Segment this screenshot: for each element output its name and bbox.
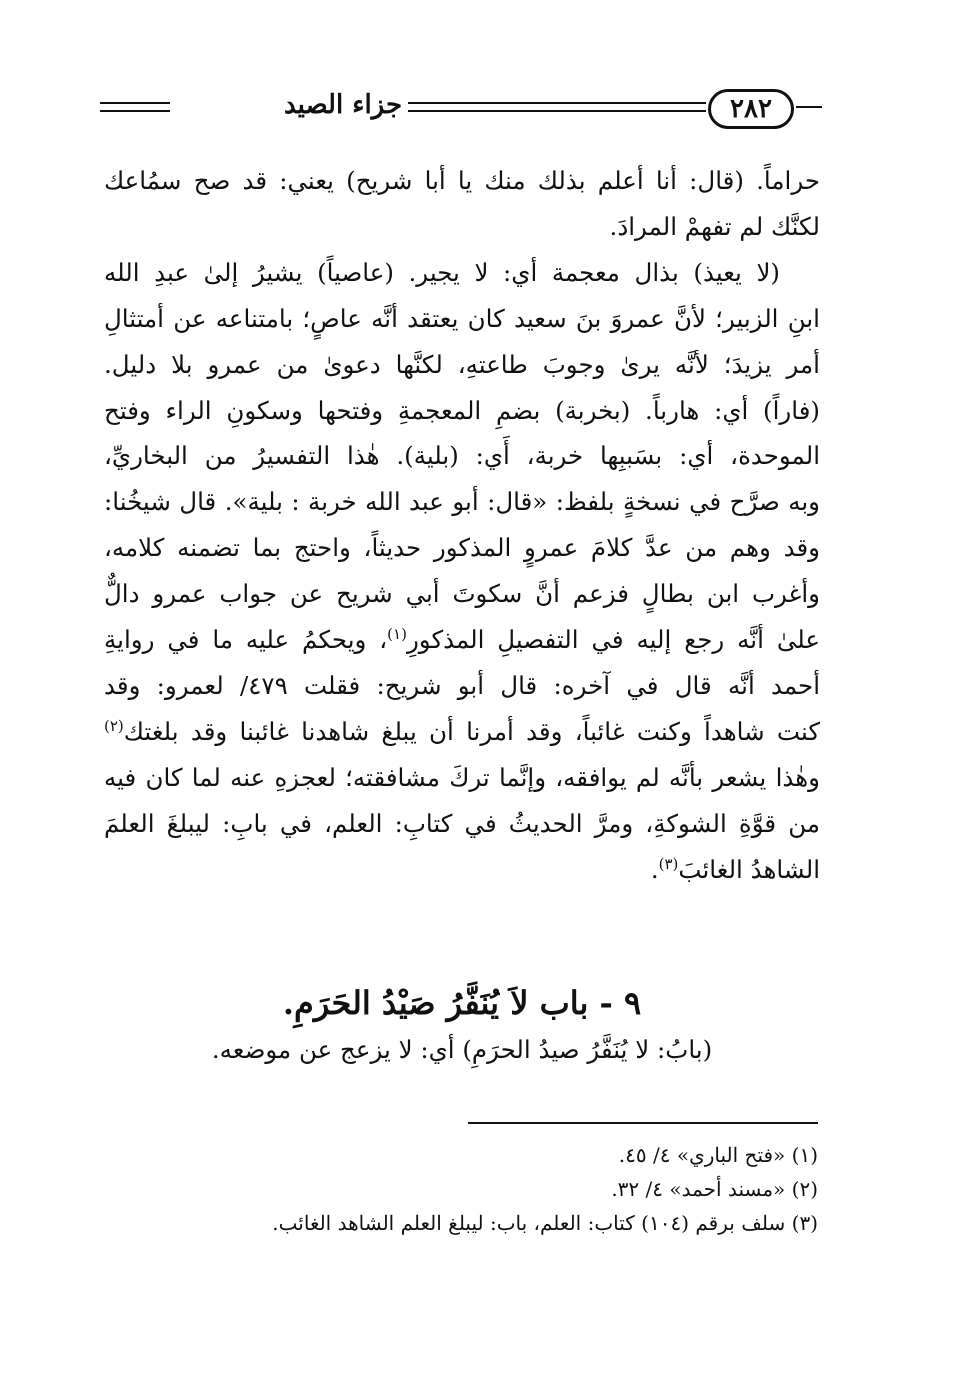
footnote-1: (١) «فتح الباري» ٤/ ٤٥. xyxy=(618,1143,818,1167)
footnote-separator xyxy=(468,1122,818,1124)
text-line-with-footnote xyxy=(104,617,820,663)
paragraph-2 xyxy=(104,250,820,893)
text-segment: علىٰ أنَّه رجع إليه في التفصيلِ المذكورِ xyxy=(406,625,820,655)
text-line: من قوَّةِ الشوكةِ، ومرَّ الحديثُ في كتابِ: العلم، في بابِ: ليبلغَ العلمَ xyxy=(104,808,820,838)
text-line: وهٰذا يشعر بأنَّه لم يوافقه، وإنَّما تركَ مشافقته؛ لعجزهِ عنه لما كان فيه xyxy=(104,762,820,792)
text-line: الموحدة، أي: بسَببِها خربة، أَي: (بلية). هٰذا التفسيرُ من البخاريِّ، xyxy=(104,441,820,471)
text-line: أمر يزيدَ؛ لأنَّه يرىٰ وجوبَ طاعتهِ، لكنَّها دعوىٰ من عمرو بلا دليل. xyxy=(104,349,820,379)
text-line: وقد وهم من عدَّ كلامَ عمروٍ المذكور حديثاً، واحتج بما تضمنه كلامه، xyxy=(104,533,820,563)
footnotes xyxy=(138,1138,818,1240)
text-segment: ، ويحكمُ عليه ما في روايةِ xyxy=(104,625,388,655)
text-line-with-footnote xyxy=(104,709,820,755)
section-heading: ٩ - باب لاَ يُنَفَّرُ صَيْدُ الحَرَمِ. xyxy=(282,984,642,1022)
running-title: جزاء الصيد xyxy=(278,90,408,120)
text-line-with-footnote xyxy=(104,847,820,893)
text-line: أحمد أنَّه قال في آخره: قال أبو شريح: فقلت ٤٧٩/ لعمرو: وقد xyxy=(104,670,820,700)
footnote-mark-1: (١) xyxy=(387,624,407,643)
text-line: (لا يعيذ) بذال معجمة أي: لا يجير. (عاصياً) يشيرُ إلىٰ عبدِ الله xyxy=(104,257,780,287)
footnote-3: (٣) سلف برقم (١٠٤) كتاب: العلم، باب: ليبلغ العلم الشاهد الغائب. xyxy=(272,1211,818,1235)
text-line: ابنِ الزبير؛ لأنَّ عمروَ بنَ سعيد كان يعتقد أنَّه عاصٍ؛ بامتناعه عن أمتثالِ xyxy=(104,303,820,333)
body-text xyxy=(104,158,820,893)
page-header xyxy=(100,84,822,136)
text-line: حراماً. (قال: أنا أعلم بذلك منك يا أبا شريح) يعني: قد صح سمُاعك xyxy=(104,166,820,195)
text-segment: كنت شاهداً وكنت غائباً، وقد أمرنا أن يبلغ شاهدنا غائبنا وقد بلغتك xyxy=(123,716,820,746)
footnote-mark-2: (٢) xyxy=(104,716,124,735)
text-line: لكنَّك لم تفهمْ المرادَ. xyxy=(609,211,820,241)
page-number-badge xyxy=(708,89,794,129)
paragraph-1 xyxy=(104,158,820,250)
text-segment: . xyxy=(650,854,659,884)
text-segment: الشاهدُ الغائبَ xyxy=(678,854,820,884)
text-line: وبه صرَّح في نسخةٍ بلفظ: «قال: أبو عبد الله خربة : بلية». قال شيخُنا: xyxy=(104,487,820,517)
footnote-2: (٢) «مسند أحمد» ٤/ ٣٢. xyxy=(611,1177,818,1201)
text-line: وأغرب ابن بطالٍ فزعم أنَّ سكوتَ أبي شريح عن جواب عمرو دالٌّ xyxy=(104,579,820,609)
section-subheading: (بابُ: لا يُنَفَّرُ صيدُ الحرَمِ) أي: لا يزعج عن موضعه. xyxy=(211,1035,713,1064)
text-line: (فاراً) أي: هارباً. (بخربة) بضمِ المعجمةِ وفتحها وسكونِ الراء وفتح xyxy=(104,395,820,425)
header-rule-left xyxy=(100,102,170,104)
footnote-mark-3: (٣) xyxy=(658,854,679,873)
header-rule-left-2 xyxy=(100,110,170,112)
page-number: ٢٨٢ xyxy=(730,94,772,124)
header-rule-right xyxy=(796,106,822,108)
